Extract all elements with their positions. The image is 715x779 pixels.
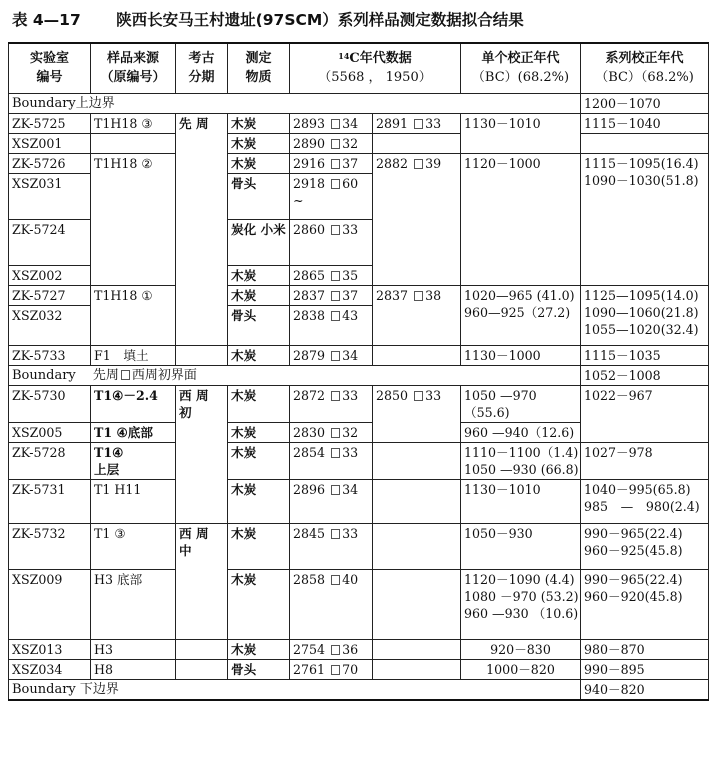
- c14-cell: [290, 659, 373, 679]
- series-cal-line: 960－925(45.8): [584, 542, 683, 558]
- single-cal-line: 1080 －970 (53.2): [464, 588, 579, 604]
- source-cell: [91, 442, 176, 479]
- material-cell: 木炭: [228, 479, 290, 523]
- c14-error: 70: [342, 661, 359, 677]
- table-row: [9, 345, 709, 365]
- plus-minus-glyph: [331, 159, 340, 169]
- c14-error: 34: [342, 115, 359, 131]
- c14-value: 2754: [293, 641, 326, 657]
- table-row: [9, 639, 709, 659]
- c14-weighted-cell: [373, 569, 461, 639]
- single-cal-cell: 1120－1000: [461, 153, 581, 285]
- plus-minus-glyph: [414, 119, 423, 129]
- c14-cell: [290, 285, 373, 305]
- c14-cell: [290, 113, 373, 133]
- c14-value: 2761: [293, 661, 326, 677]
- single-cal-cell: 920－830: [461, 639, 581, 659]
- lab-id-cell: XSZ013: [9, 639, 91, 659]
- header-material-line1: 测定: [245, 51, 272, 67]
- plus-minus-glyph: [331, 448, 340, 458]
- lab-id-cell: XSZ031: [9, 173, 91, 219]
- c14-value: 2865: [293, 267, 326, 283]
- source-cell: [91, 133, 176, 153]
- table-row: [9, 153, 709, 173]
- lab-id-cell: XSZ034: [9, 659, 91, 679]
- header-c14-line1: [292, 49, 458, 68]
- lab-id-cell: ZK-5725: [9, 113, 91, 133]
- header-single-line2: （BC）(68.2%): [471, 70, 570, 86]
- series-cal-line: 1055—1020(32.4): [584, 321, 699, 337]
- header-source: [91, 43, 176, 93]
- c14-error: 40: [342, 571, 359, 587]
- boundary-transition-label-b: 西周初界面: [131, 367, 197, 383]
- material-cell: 骨头: [228, 305, 290, 345]
- source-cell: T1④－2.4: [91, 385, 176, 422]
- c14-cell: [290, 345, 373, 365]
- series-cal-cell: 1115－1035: [581, 345, 709, 365]
- boundary-upper-label: Boundary上边界: [9, 93, 581, 113]
- c14-value: 2890: [293, 135, 326, 151]
- series-cal-cell: [581, 133, 709, 153]
- header-series-line2: （BC）（68.2%): [595, 70, 694, 86]
- series-cal-line: 960－920(45.8): [584, 588, 683, 604]
- c14-value: 2896: [293, 481, 326, 497]
- single-cal-line: 1110－1100（1.4): [464, 444, 579, 460]
- separator-glyph: [121, 370, 130, 380]
- header-period: [176, 43, 228, 93]
- lab-id-cell: ZK-5726: [9, 153, 91, 173]
- c14-tail-mark: ~: [293, 192, 304, 208]
- single-cal-line: 960 —930 （10.6): [464, 605, 579, 621]
- c14-value: 2830: [293, 424, 326, 440]
- c14-cell: [290, 639, 373, 659]
- c14-value: 2845: [293, 525, 326, 541]
- series-cal-line: 1040－995(65.8): [584, 481, 691, 497]
- material-cell: 木炭: [228, 345, 290, 365]
- boundary-transition-label: [9, 365, 581, 385]
- table-row: [9, 285, 709, 305]
- c14-value: 2879: [293, 347, 326, 363]
- series-cal-line: 1125—1095(14.0): [584, 287, 699, 303]
- series-cal-cell: 990－895: [581, 659, 709, 679]
- c14-error: 33: [342, 221, 359, 237]
- period-cell: [176, 639, 228, 659]
- plus-minus-glyph: [331, 575, 340, 585]
- c14-weighted-cell: [373, 385, 461, 442]
- lab-id-cell: XSZ009: [9, 569, 91, 639]
- plus-minus-glyph: [331, 179, 340, 189]
- c14-error: 33: [425, 115, 442, 131]
- plus-minus-glyph: [331, 665, 340, 675]
- header-material-line2: 物质: [245, 70, 272, 86]
- boundary-upper-row: [9, 93, 709, 113]
- c14-error: 60: [342, 175, 359, 191]
- table-row: [9, 133, 709, 153]
- series-cal-cell: [581, 285, 709, 345]
- material-cell: 木炭: [228, 442, 290, 479]
- boundary-lower-value: 940－820: [581, 679, 709, 700]
- c14-weighted-cell: [373, 285, 461, 345]
- header-period-line2: 分期: [188, 70, 215, 86]
- boundary-transition-label-a: Boundary 先周: [12, 367, 119, 383]
- plus-minus-glyph: [331, 485, 340, 495]
- single-cal-cell: 1000－820: [461, 659, 581, 679]
- plus-minus-glyph: [331, 139, 340, 149]
- c14-cell: [290, 479, 373, 523]
- series-cal-line: 990－965(22.4): [584, 571, 683, 587]
- c14-cell: [290, 305, 373, 345]
- source-cell: H3 底部: [91, 569, 176, 639]
- period-cell: [176, 345, 228, 365]
- series-cal-line: 1115－1095(16.4): [584, 155, 699, 171]
- series-cal-cell: 1115－1040: [581, 113, 709, 133]
- single-cal-cell: 1130－1000: [461, 345, 581, 365]
- plus-minus-glyph: [331, 271, 340, 281]
- single-cal-line: 1020—965 (41.0): [464, 287, 575, 303]
- c14-weighted-cell: [373, 153, 461, 285]
- period-cell: 西 周 初: [176, 385, 228, 523]
- series-cal-cell: [581, 479, 709, 523]
- plus-minus-glyph: [331, 311, 340, 321]
- boundary-upper-value: 1200－1070: [581, 93, 709, 113]
- c14-error: 39: [425, 155, 442, 171]
- plus-minus-glyph: [331, 351, 340, 361]
- c14-error: 37: [342, 287, 359, 303]
- table-row: [9, 113, 709, 133]
- material-cell: 木炭: [228, 285, 290, 305]
- material-cell: 木炭: [228, 153, 290, 173]
- c14-error: 33: [342, 525, 359, 541]
- series-cal-cell: 1027－978: [581, 442, 709, 479]
- boundary-transition-value: 1052－1008: [581, 365, 709, 385]
- header-lab-id-line2: 编号: [36, 70, 63, 86]
- header-single-line1: 单个校正年代: [481, 51, 560, 67]
- series-cal-cell: 1022－967: [581, 385, 709, 442]
- single-cal-cell: 1130－1010: [461, 113, 581, 153]
- single-cal-cell: [461, 569, 581, 639]
- single-cal-cell: 1050－930: [461, 523, 581, 569]
- material-cell: 木炭: [228, 422, 290, 442]
- source-line: 上层: [94, 461, 120, 477]
- lab-id-cell: XSZ001: [9, 133, 91, 153]
- table-row: [9, 569, 709, 639]
- header-lab-id: [9, 43, 91, 93]
- c14-weighted-cell: [373, 442, 461, 479]
- header-series-line1: 系列校正年代: [605, 51, 684, 67]
- c14-error: 32: [342, 135, 359, 151]
- single-cal-cell: [461, 285, 581, 345]
- c14-cell: [290, 385, 373, 422]
- plus-minus-glyph: [331, 645, 340, 655]
- table-title: 陕西长安马王村遗址(97SCM）系列样品测定数据拟合结果: [116, 11, 524, 29]
- c14-error: 34: [342, 481, 359, 497]
- material-cell: 炭化 小米: [228, 219, 290, 265]
- period-cell: 西 周 中: [176, 523, 228, 639]
- series-cal-line: 1090－1030(51.8): [584, 172, 699, 188]
- table-number: 表 4—17: [12, 11, 81, 29]
- c14-cell: [290, 219, 373, 265]
- series-cal-cell: 980－870: [581, 639, 709, 659]
- c14-error: 36: [342, 641, 359, 657]
- c14-error: 33: [425, 387, 442, 403]
- lab-id-cell: ZK-5730: [9, 385, 91, 422]
- lab-id-cell: XSZ032: [9, 305, 91, 345]
- single-cal-cell: 960 —940（12.6): [461, 422, 581, 442]
- series-cal-line: 985 — 980(2.4): [584, 498, 700, 514]
- source-cell: T1H18 ③: [91, 113, 176, 133]
- results-table: [8, 42, 709, 701]
- source-cell: T1 ③: [91, 523, 176, 569]
- c14-value: 2882: [376, 155, 409, 171]
- header-c14: [290, 43, 461, 93]
- c14-value: 2837: [293, 287, 326, 303]
- material-cell: 木炭: [228, 265, 290, 285]
- single-cal-line: 960—925（27.2): [464, 304, 571, 320]
- material-cell: 木炭: [228, 523, 290, 569]
- c14-error: 32: [342, 424, 359, 440]
- c14-weighted-cell: [373, 659, 461, 679]
- c14-error: 35: [342, 267, 359, 283]
- source-cell: T1 ④底部: [91, 422, 176, 442]
- material-cell: 骨头: [228, 659, 290, 679]
- c14-error: 37: [342, 155, 359, 171]
- source-line: T1④: [94, 444, 124, 460]
- c14-weighted-cell: [373, 523, 461, 569]
- table-row: [9, 442, 709, 479]
- c14-value: 2916: [293, 155, 326, 171]
- header-c14-superscript: 14: [338, 51, 350, 62]
- header-single-cal: [461, 43, 581, 93]
- period-cell: [176, 659, 228, 679]
- table-row: [9, 523, 709, 569]
- c14-value: 2854: [293, 444, 326, 460]
- plus-minus-glyph: [331, 119, 340, 129]
- lab-id-cell: ZK-5727: [9, 285, 91, 305]
- c14-cell: [290, 133, 373, 153]
- plus-minus-glyph: [414, 159, 423, 169]
- table-row: [9, 385, 709, 422]
- c14-cell: [290, 442, 373, 479]
- single-cal-line: 1120－1090 (4.4): [464, 571, 575, 587]
- material-cell: 木炭: [228, 639, 290, 659]
- c14-value: 2918: [293, 175, 326, 191]
- c14-cell: [290, 569, 373, 639]
- c14-value: 2860: [293, 221, 326, 237]
- table-row: [9, 479, 709, 523]
- c14-value: 2850: [376, 387, 409, 403]
- c14-cell: [290, 173, 373, 219]
- c14-value: 2858: [293, 571, 326, 587]
- c14-cell: [290, 153, 373, 173]
- c14-error: 33: [342, 444, 359, 460]
- material-cell: 木炭: [228, 133, 290, 153]
- plus-minus-glyph: [331, 529, 340, 539]
- plus-minus-glyph: [414, 291, 423, 301]
- source-cell: T1H18 ②: [91, 153, 176, 285]
- c14-cell: [290, 265, 373, 285]
- source-cell: H8: [91, 659, 176, 679]
- plus-minus-glyph: [414, 391, 423, 401]
- single-cal-line: 1050 —930 (66.8): [464, 461, 579, 477]
- table-header-row: [9, 43, 709, 93]
- series-cal-cell: [581, 153, 709, 285]
- lab-id-cell: ZK-5724: [9, 219, 91, 265]
- c14-value: 2872: [293, 387, 326, 403]
- plus-minus-glyph: [331, 391, 340, 401]
- source-cell: H3: [91, 639, 176, 659]
- source-cell: T1 H11: [91, 479, 176, 523]
- lab-id-cell: ZK-5731: [9, 479, 91, 523]
- table-caption: [12, 8, 702, 34]
- c14-error: 34: [342, 347, 359, 363]
- single-cal-cell: 1130－1010: [461, 479, 581, 523]
- c14-error: 38: [425, 287, 442, 303]
- header-lab-id-line1: 实验室: [29, 51, 69, 67]
- c14-error: 43: [342, 307, 359, 323]
- plus-minus-glyph: [331, 225, 340, 235]
- c14-value: 2838: [293, 307, 326, 323]
- source-cell: T1H18 ①: [91, 285, 176, 345]
- series-cal-cell: [581, 569, 709, 639]
- header-source-line1: 样品来源: [106, 51, 159, 67]
- header-source-line2: （原编号）: [100, 70, 166, 86]
- c14-weighted-cell: [373, 133, 461, 153]
- c14-cell: [290, 523, 373, 569]
- material-cell: 木炭: [228, 569, 290, 639]
- series-cal-line: 1090—1060(21.8): [584, 304, 699, 320]
- c14-weighted-cell: [373, 639, 461, 659]
- header-material: [228, 43, 290, 93]
- c14-error: 33: [342, 387, 359, 403]
- header-c14-title: C年代数据: [349, 51, 412, 67]
- c14-value: 2893: [293, 115, 326, 131]
- lab-id-cell: XSZ005: [9, 422, 91, 442]
- source-cell: F1 填土: [91, 345, 176, 365]
- header-series-cal: [581, 43, 709, 93]
- plus-minus-glyph: [331, 291, 340, 301]
- lab-id-cell: ZK-5733: [9, 345, 91, 365]
- material-cell: 骨头: [228, 173, 290, 219]
- c14-weighted-cell: [373, 113, 461, 133]
- period-cell: 先 周: [176, 113, 228, 345]
- c14-value: 2891: [376, 115, 409, 131]
- c14-cell: [290, 422, 373, 442]
- material-cell: 木炭: [228, 385, 290, 422]
- table-row: [9, 659, 709, 679]
- boundary-transition-row: [9, 365, 709, 385]
- material-cell: 木炭: [228, 113, 290, 133]
- header-period-line1: 考古: [188, 51, 215, 67]
- lab-id-cell: ZK-5728: [9, 442, 91, 479]
- plus-minus-glyph: [331, 428, 340, 438]
- header-c14-line2: （5568 ， 1950）: [318, 70, 432, 86]
- lab-id-cell: XSZ002: [9, 265, 91, 285]
- boundary-lower-label: Boundary 下边界: [9, 679, 581, 700]
- c14-weighted-cell: [373, 479, 461, 523]
- c14-value: 2837: [376, 287, 409, 303]
- boundary-lower-row: [9, 679, 709, 700]
- series-cal-line: 990－965(22.4): [584, 525, 683, 541]
- series-cal-cell: [581, 523, 709, 569]
- c14-weighted-cell: [373, 345, 461, 365]
- lab-id-cell: ZK-5732: [9, 523, 91, 569]
- single-cal-cell: [461, 442, 581, 479]
- single-cal-cell: 1050 —970（55.6): [461, 385, 581, 422]
